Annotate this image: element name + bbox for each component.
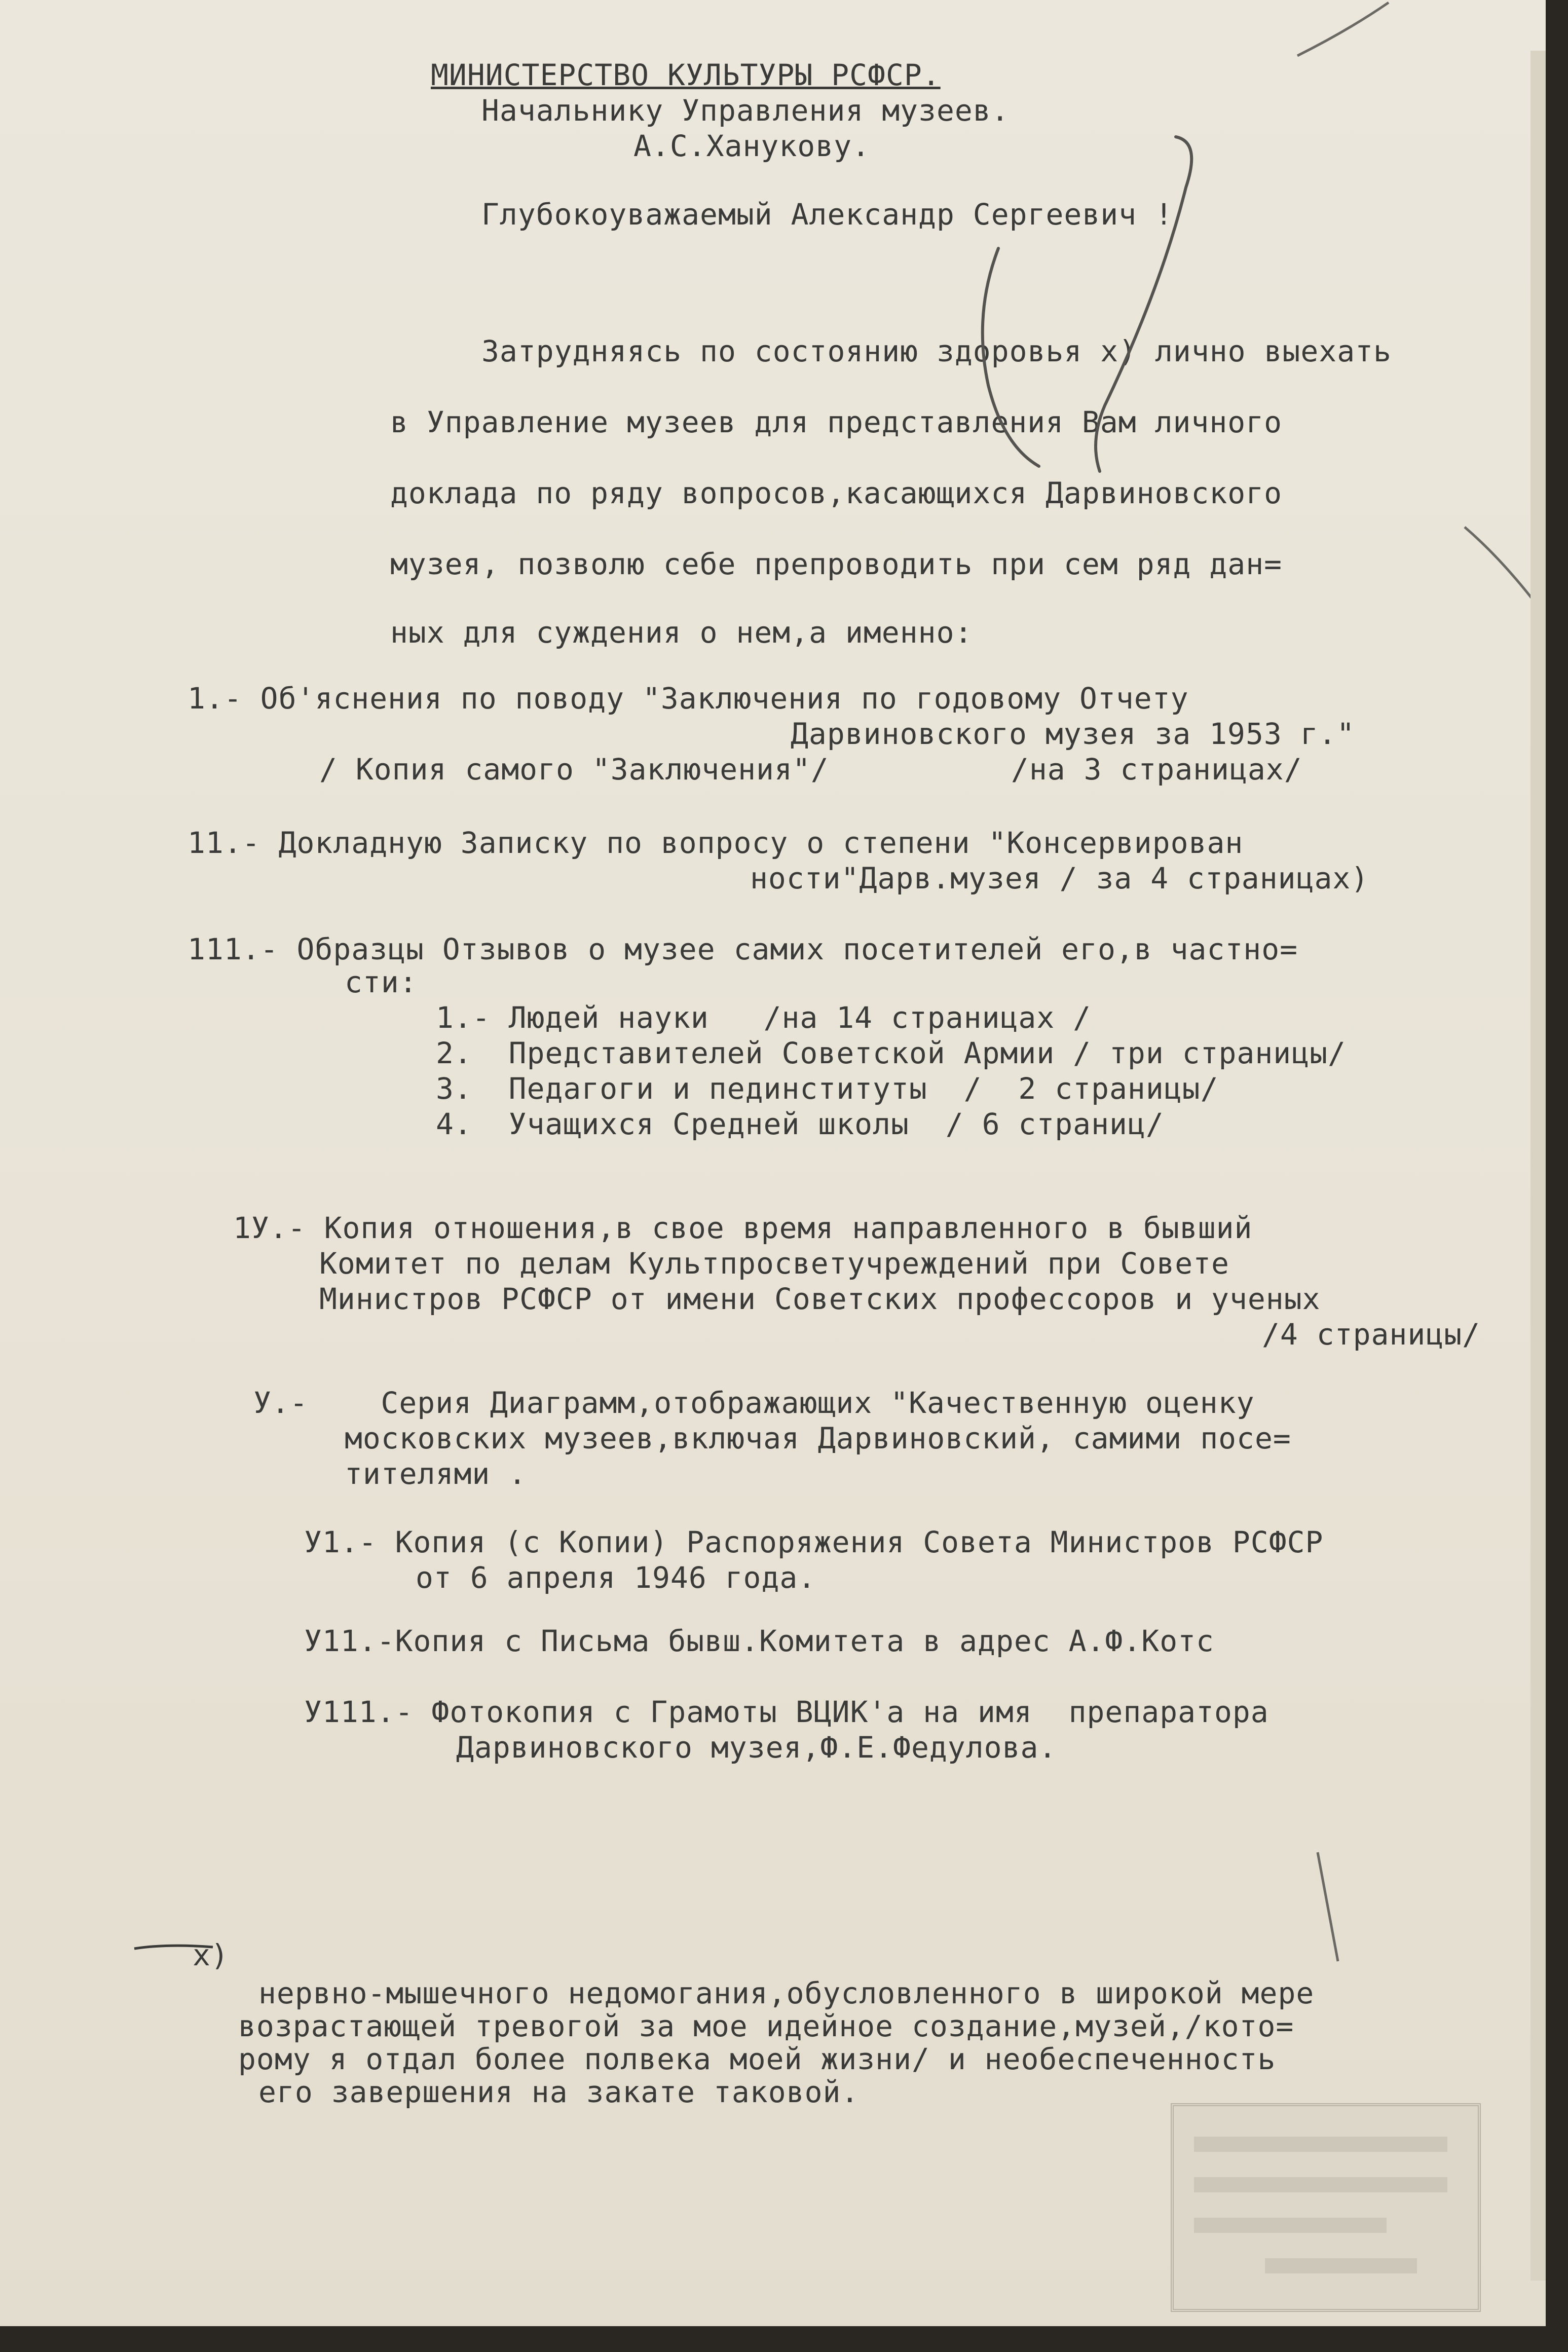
handwritten-pencil-mark <box>938 122 1242 487</box>
scan-border <box>1546 0 1568 2352</box>
recipient-name: А.С.Ханукову. <box>633 129 870 163</box>
pencil-corner-mark <box>1292 0 1394 61</box>
footnote-line: рому я отдал более полвека моей жизни/ и необеспеченность <box>238 2042 1276 2076</box>
archive-stamp <box>1171 2103 1481 2312</box>
item-3-sub-line: 4. Учащихся Средней школы / 6 страниц/ <box>436 1107 1164 1141</box>
item-5-line: тителями . <box>345 1457 527 1491</box>
stamp-line <box>1194 2177 1447 2192</box>
pencil-margin-mark <box>1460 517 1541 608</box>
item-2-line: 11.- Докладную Записку по вопросу о степени "Консервирован <box>188 826 1244 860</box>
salutation: Глубокоуважаемый Александр Сергеевич ! <box>481 197 1173 232</box>
stamp-line <box>1194 2137 1447 2152</box>
pencil-margin-stroke <box>1313 1850 1394 1966</box>
item-4-line: Министров РСФСР от имени Советских профессоров и ученых <box>319 1282 1321 1316</box>
item-5-line: У.- Серия Диаграмм,отображающих "Качественную оценку <box>253 1386 1255 1420</box>
item-1-line: Дарвиновского музея за 1953 г." <box>791 717 1355 751</box>
footnote-line: возрастающей тревогой за мое идейное создание,музей,/кото= <box>238 2009 1294 2043</box>
footnote-line: его завершения на закате таковой. <box>258 2075 860 2109</box>
item-4-line: Комитет по делам Культпросветучреждений при Совете <box>319 1246 1229 1281</box>
item-4-line: 1У.- Копия отношения,в свое время направленного в бывший <box>233 1211 1253 1245</box>
item-3-sub-line: 3. Педагоги и пединституты / 2 страницы/ <box>436 1071 1219 1106</box>
item-4-line: /4 страницы/ <box>1262 1317 1481 1352</box>
intro-line: Затрудняясь по состоянию здоровья x) лично выехать <box>481 334 1392 368</box>
item-5-line: московских музеев,включая Дарвиновский, самими посе= <box>345 1421 1291 1455</box>
item-6-line: от 6 апреля 1946 года. <box>416 1560 816 1595</box>
item-3-sub-line: 1.- Людей науки /на 14 страницах / <box>436 1000 1092 1035</box>
item-8-line: У111.- Фотокопия с Грамоты ВЦИК'а на имя препаратора <box>304 1695 1269 1729</box>
stamp-line <box>1194 2218 1387 2233</box>
item-3-line: 111.- Образцы Отзывов о музее самих посетителей его,в частно= <box>188 932 1298 966</box>
item-6-line: У1.- Копия (с Копии) Распоряжения Совета Министров РСФСР <box>304 1525 1324 1559</box>
item-1-line: 1.- Об'яснения по поводу "Заключения по годовому Отчету <box>188 681 1189 716</box>
adjacent-page-edge <box>1530 51 1546 2281</box>
item-3-sub-line: 2. Представителей Советской Армии / три страницы/ <box>436 1036 1346 1070</box>
footnote-line: нервно-мышечного недомогания,обусловленного в широкой мере <box>258 1976 1315 2010</box>
item-1-line: / Копия самого "Заключения"/ /на 3 страницах/ <box>319 752 1302 787</box>
footnote-marker: x) <box>193 1938 229 1972</box>
intro-line: в Управление музеев для представления Вам личного <box>390 405 1283 439</box>
intro-line: ных для суждения о нем,а именно: <box>390 615 973 650</box>
item-8-line: Дарвиновского музея,Ф.Е.Федулова. <box>456 1730 1057 1765</box>
item-7-line: У11.-Копия с Письма бывш.Комитета в адрес А.Ф.Котс <box>304 1624 1214 1658</box>
ministry-heading: МИНИСТЕРСТВО КУЛЬТУРЫ РСФСР. <box>431 58 941 92</box>
intro-line: музея, позволю себе препроводить при сем ряд дан= <box>390 547 1283 581</box>
intro-line: доклада по ряду вопросов,касающихся Дарвиновского <box>390 476 1283 510</box>
item-2-line: ности"Дарв.музея / за 4 страницах) <box>750 861 1369 895</box>
stamp-line <box>1265 2258 1417 2273</box>
recipient-title: Начальнику Управления музеев. <box>481 93 1010 128</box>
item-3-line: сти: <box>345 965 418 999</box>
